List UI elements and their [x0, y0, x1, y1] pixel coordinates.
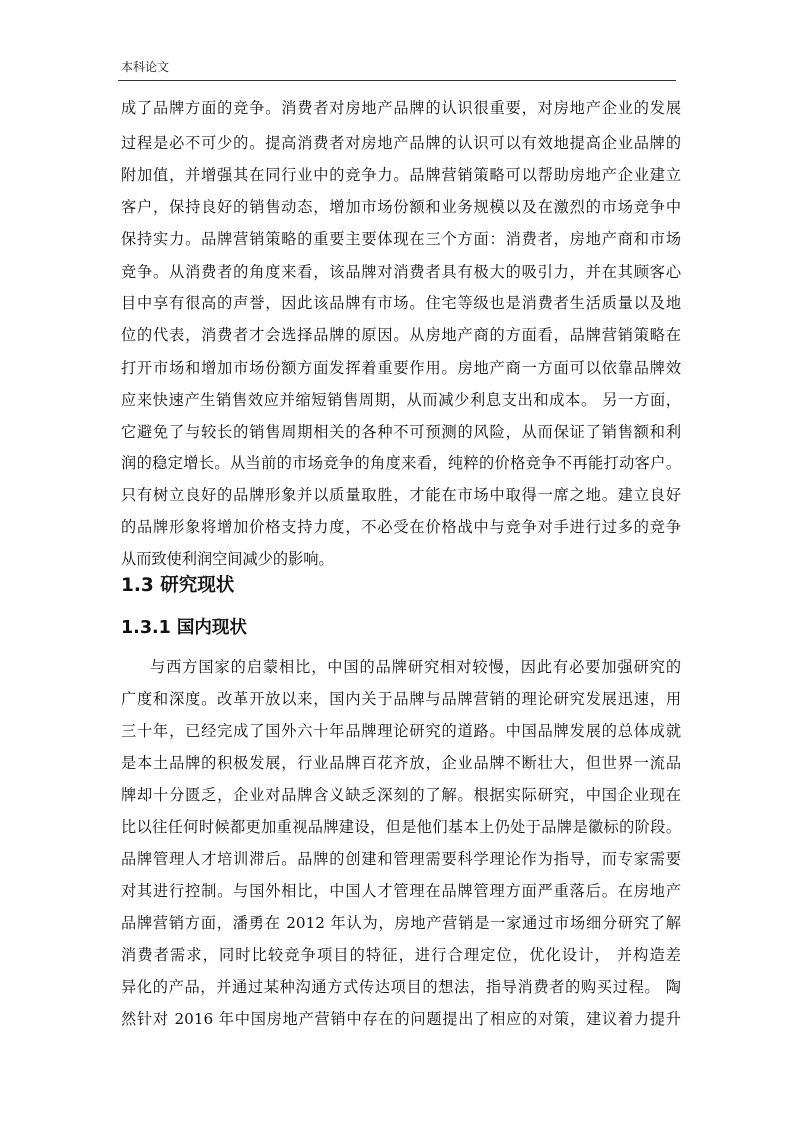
paragraph-line: 品牌管理人才培训滞后。品牌的创建和管理需要科学理论作为指导，而专家需要: [121, 850, 681, 868]
paragraph-line: 只有树立良好的品牌形象并以质量取胜，才能在市场中取得一席之地。建立良好: [121, 486, 681, 504]
paragraph-line: 消费者需求，同时比较竞争项目的特征，进行合理定位，优化设计， 并构造差: [121, 946, 681, 964]
paragraph-line: 保持实力。品牌营销策略的重要主要体现在三个方面：消费者，房地产商和市场: [121, 230, 681, 248]
paragraph-line: 是本土品牌的积极发展，行业品牌百花齐放，企业品牌不断壮大，但世界一流品: [121, 754, 681, 772]
paragraph-line: 的品牌形象将增加价格支持力度，不必受在价格战中与竞争对手进行过多的竞争: [121, 518, 681, 536]
paragraph-line: 过程是必不可少的。提高消费者对房地产品牌的认识可以有效地提高企业品牌的: [121, 134, 681, 152]
paragraph-line: 牌却十分匮乏，企业对品牌含义缺乏深刻的了解。根据实际研究，中国企业现在: [121, 786, 681, 804]
paragraph-line: 附加值，并增强其在同行业中的竞争力。品牌营销策略可以帮助房地产企业建立: [121, 166, 681, 184]
paragraph-line: 客户，保持良好的销售动态，增加市场份额和业务规模以及在激烈的市场竞争中: [121, 198, 681, 216]
paragraph-line: 比以往任何时候都更加重视品牌建设，但是他们基本上仍处于品牌是徽标的阶段。: [121, 818, 681, 836]
paragraph-line: 应来快速产生销售效应并缩短销售周期，从而减少利息支出和成本。 另一方面，: [121, 391, 681, 409]
page-header: 本科论文: [121, 60, 170, 74]
paragraph-line: 成了品牌方面的竞争。消费者对房地产品牌的认识很重要，对房地产企业的发展: [121, 99, 681, 117]
paragraph-line: 它避免了与较长的销售周期相关的各种不可预测的风险，从而保证了销售额和利: [121, 423, 681, 441]
paragraph-line: 广度和深度。改革开放以来，国内关于品牌与品牌营销的理论研究发展迅速，用: [121, 690, 681, 708]
section-heading-1-3-1: 1.3.1 国内现状: [121, 618, 247, 638]
header-rule: [118, 80, 676, 81]
paragraph-line: 然针对 2016 年中国房地产营销中存在的问题提出了相应的对策，建议着力提升: [121, 1010, 681, 1028]
paragraph-line: 位的代表，消费者才会选择品牌的原因。从房地产商的方面看，品牌营销策略在: [121, 326, 681, 344]
paragraph-line: 三十年，已经完成了国外六十年品牌理论研究的道路。中国品牌发展的总体成就: [121, 722, 681, 740]
paragraph-line: 润的稳定增长。从当前的市场竞争的角度来看，纯粹的价格竞争不再能打动客户。: [121, 454, 681, 472]
paragraph-line: 目中享有很高的声誉，因此该品牌有市场。住宅等级也是消费者生活质量以及地: [121, 294, 681, 312]
paragraph-line: 品牌营销方面，潘勇在 2012 年认为，房地产营销是一家通过市场细分研究了解: [121, 914, 681, 932]
paragraph-line: 异化的产品，并通过某种沟通方式传达项目的想法，指导消费者的购买过程。 陶: [121, 978, 681, 996]
section-heading-1-3: 1.3 研究现状: [121, 575, 235, 596]
paragraph-line: 打开市场和增加市场份额方面发挥着重要作用。房地产商一方面可以依靠品牌效: [121, 359, 681, 377]
paragraph-line: 与西方国家的启蒙相比，中国的品牌研究相对较慢，因此有必要加强研究的: [150, 658, 681, 676]
paragraph-line: 竞争。从消费者的角度来看，该品牌对消费者具有极大的吸引力，并在其顾客心: [121, 263, 681, 281]
paragraph-line: 从而致使利润空间减少的影响。: [121, 550, 334, 568]
paragraph-line: 对其进行控制。与国外相比，中国人才管理在品牌管理方面严重落后。在房地产: [121, 882, 681, 900]
